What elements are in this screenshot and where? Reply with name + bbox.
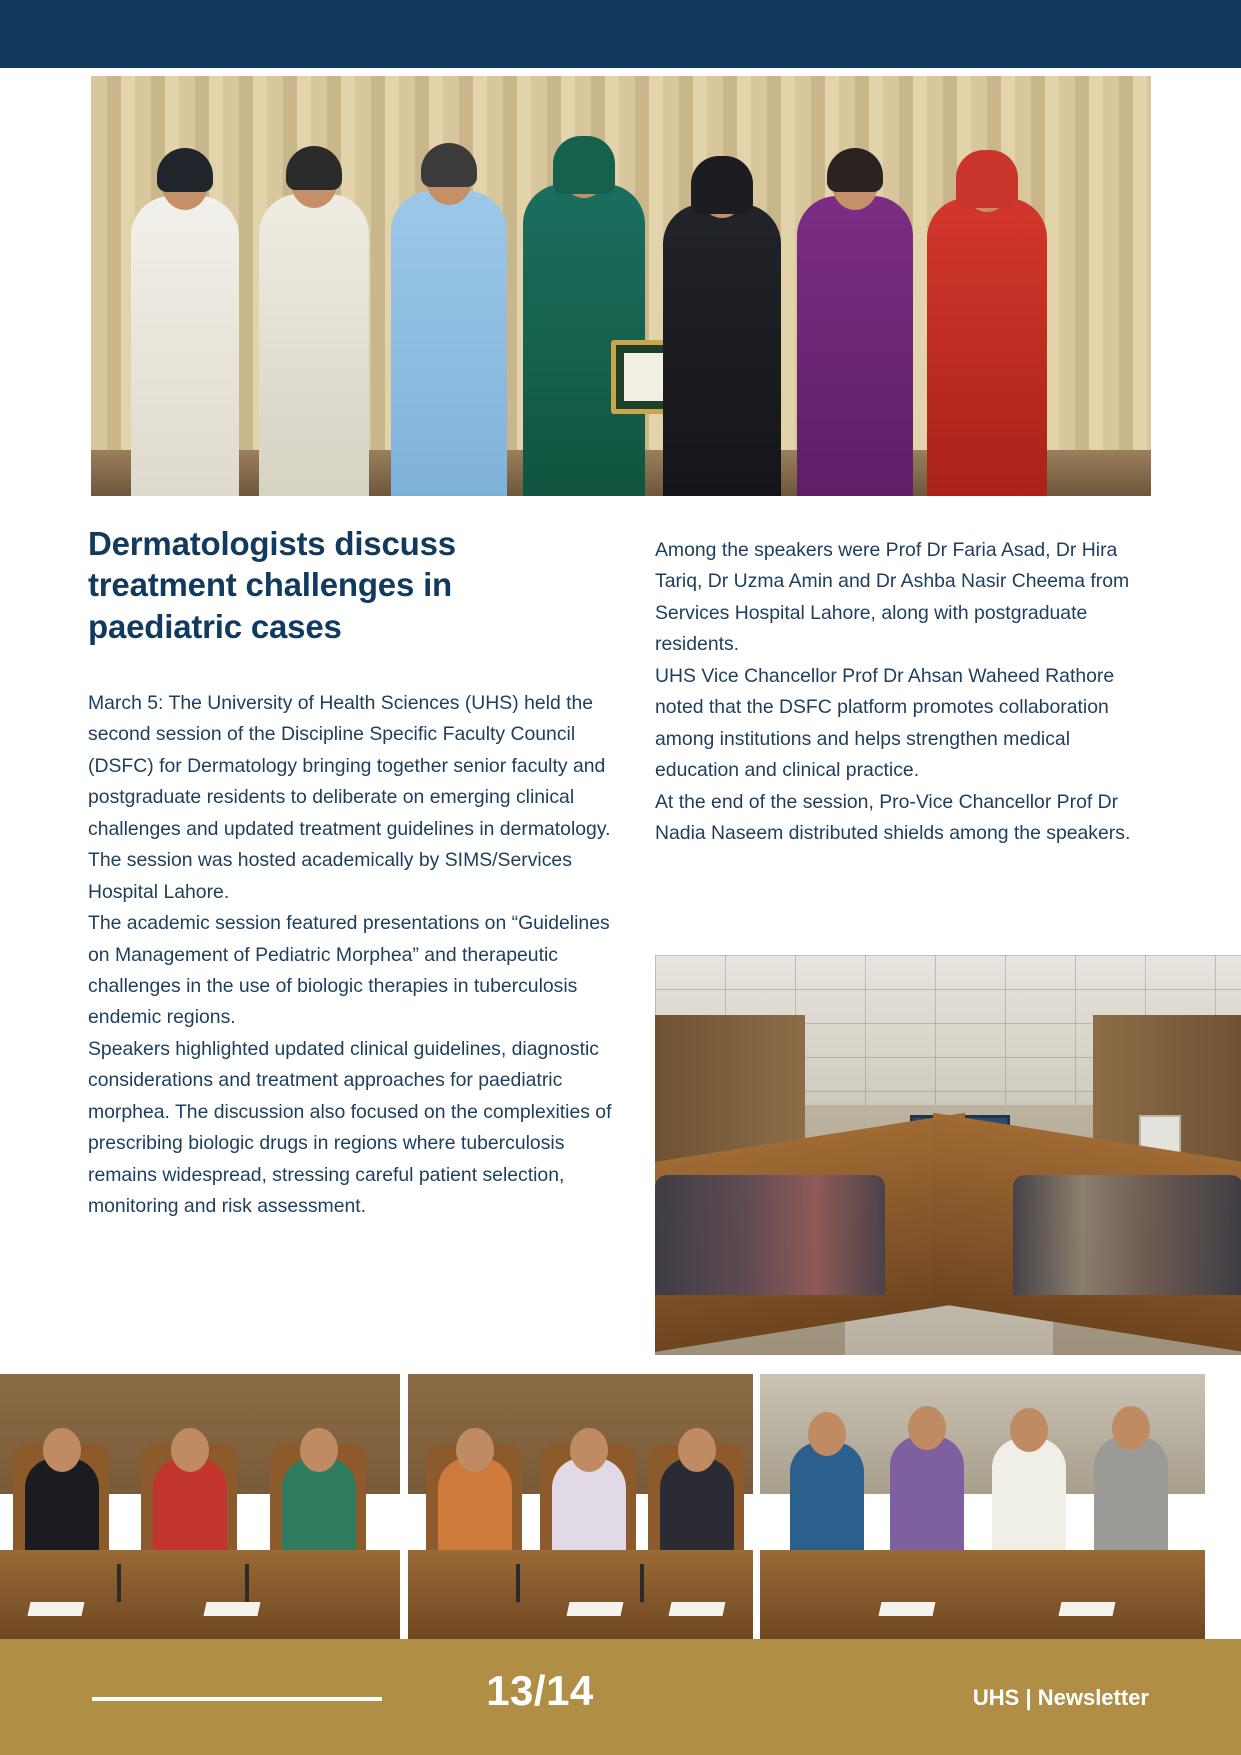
attendee xyxy=(25,1458,99,1562)
person-7 xyxy=(927,198,1047,496)
document-on-table xyxy=(204,1602,261,1616)
attendee xyxy=(790,1442,864,1562)
attendee-head xyxy=(570,1428,608,1472)
person-5 xyxy=(663,204,781,496)
paragraph: March 5: The University of Health Sciences (UHS) held the second session of the Discipline Specific Faculty Council (DSFC) for Dermatology bringing together senior faculty and postgraduate residents to deliberate on emerging clinical challenges and updated treatment guidelines in dermatology. The session was hosted academically by SIMS/Services Hospital Lahore. xyxy=(88,692,611,903)
microphone xyxy=(117,1564,121,1602)
attendee xyxy=(153,1458,227,1562)
attendee-head xyxy=(456,1428,494,1472)
attendee-head xyxy=(1010,1408,1048,1452)
attendee xyxy=(1094,1436,1168,1562)
attendee-head xyxy=(43,1428,81,1472)
attendee xyxy=(438,1458,512,1562)
paragraph: UHS Vice Chancellor Prof Dr Ahsan Waheed Rathore noted that the DSFC platform promotes collaboration among institutions and helps strengthen medical education and clinical practice. xyxy=(655,664,1115,782)
hall-audience-left xyxy=(655,1175,885,1295)
hall-audience-right xyxy=(1013,1175,1241,1295)
conference-table xyxy=(0,1550,400,1642)
person-headscarf xyxy=(553,136,615,194)
page-footer xyxy=(0,1639,1241,1755)
person-headscarf xyxy=(956,150,1018,208)
document-on-table xyxy=(669,1602,726,1616)
article-headline: Dermatologists discuss treatment challenges in paediatric cases xyxy=(88,525,456,645)
seated-row xyxy=(408,1442,753,1562)
document-on-table xyxy=(28,1602,85,1616)
bottom-photo-3 xyxy=(760,1374,1205,1642)
bottom-photo-1 xyxy=(0,1374,400,1642)
conference-table xyxy=(408,1550,753,1642)
conference-hall-photo xyxy=(655,955,1241,1355)
person-headscarf xyxy=(691,156,753,214)
document-on-table xyxy=(567,1602,624,1616)
attendee-head xyxy=(808,1412,846,1456)
attendee xyxy=(890,1436,964,1562)
seated-row xyxy=(760,1442,1205,1562)
attendee xyxy=(992,1438,1066,1562)
microphone xyxy=(640,1564,644,1602)
person-1 xyxy=(131,196,239,496)
person-6 xyxy=(797,196,913,496)
article-left-column xyxy=(88,688,618,1222)
document-on-table xyxy=(1059,1602,1116,1616)
article-right-column xyxy=(655,535,1155,849)
conference-table xyxy=(760,1550,1205,1642)
microphone xyxy=(516,1564,520,1602)
paragraph: Among the speakers were Prof Dr Faria Asad, Dr Hira Tariq, Dr Uzma Amin and Dr Ashba Nasir Cheema from Services Hospital Lahore, along with postgraduate residents. xyxy=(655,539,1130,656)
attendee xyxy=(282,1458,356,1562)
footer-brand: UHS | Newsletter xyxy=(972,1685,1149,1710)
paragraph: The academic session featured presentations on “Guidelines on Management of Pediatric Morphea” and therapeutic challenges in the use of biologic therapies in tuberculosis endemic regions. xyxy=(88,912,610,1029)
paragraph: Speakers highlighted updated clinical guidelines, diagnostic considerations and treatment approaches for paediatric morphea. The discussion also focused on the complexities of prescribing biologic drugs in regions where tuberculosis remains widespread, stressing careful patient selection, monitoring and risk assessment. xyxy=(88,1037,612,1217)
bottom-photo-2 xyxy=(408,1374,753,1642)
attendee-head xyxy=(171,1428,209,1472)
seated-row xyxy=(0,1442,400,1562)
attendee-head xyxy=(1112,1406,1150,1450)
footer-rule xyxy=(92,1697,382,1701)
hero-group-photo xyxy=(91,76,1151,496)
paragraph: At the end of the session, Pro-Vice Chancellor Prof Dr Nadia Naseem distributed shields among the speakers. xyxy=(655,790,1131,844)
attendee xyxy=(552,1458,626,1562)
top-bar xyxy=(0,0,1241,68)
person-3 xyxy=(391,191,507,496)
person-2 xyxy=(259,194,369,496)
attendee-head xyxy=(908,1406,946,1450)
attendee-head xyxy=(300,1428,338,1472)
microphone xyxy=(245,1564,249,1602)
document-on-table xyxy=(879,1602,936,1616)
page-number: 13/14 xyxy=(486,1667,594,1714)
attendee-head xyxy=(678,1428,716,1472)
attendee xyxy=(660,1458,734,1562)
